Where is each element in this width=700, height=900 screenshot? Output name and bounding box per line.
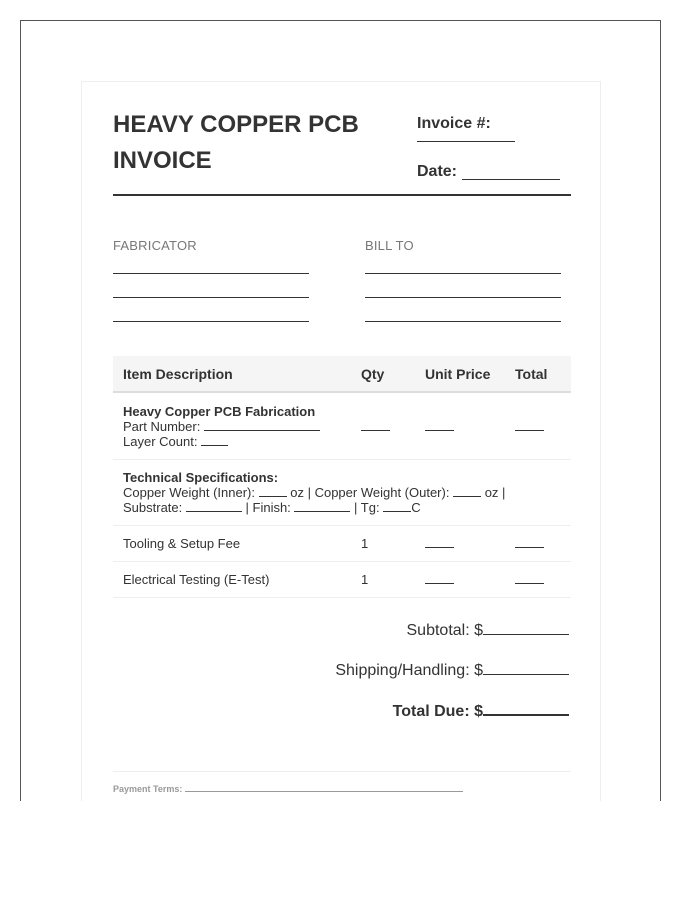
finish-label: | Finish: [245,500,291,515]
total-due-line [393,700,569,721]
payment-terms-field[interactable] [185,784,463,792]
bill-to-line-2[interactable] [365,297,561,298]
copper-inner-label: Copper Weight (Inner): [123,485,255,500]
oz-suffix: oz | [484,485,506,500]
col-unit-price: Unit Price [425,366,491,382]
subtotal-label: Subtotal: $ [406,622,483,639]
subtotal-line [407,620,570,640]
shipping-line [335,660,569,680]
fabricator-line-1[interactable] [113,273,309,274]
unit-price-field[interactable] [425,547,454,548]
fabricator-label: FABRICATOR [113,238,197,253]
total-due-label: Total Due: $ [392,703,483,720]
unit-price-field[interactable] [425,583,454,584]
table-row [113,561,571,598]
copper-weight-line [123,485,505,500]
shipping-field[interactable] [483,660,569,675]
unit-price-field[interactable] [425,430,454,431]
bill-to-line-3[interactable] [365,321,561,322]
material-line [123,500,421,515]
tg-label: | Tg: [354,500,380,515]
col-item-description: Item Description [123,366,233,382]
layer-count-field[interactable] [201,435,228,446]
qty-value: 1 [361,536,369,551]
item-description: Electrical Testing (E-Test) [123,572,270,587]
total-field[interactable] [515,547,544,548]
item-description: Heavy Copper PCB Fabrication [123,404,316,419]
copper-outer-label: oz | Copper Weight (Outer): [290,485,450,500]
items-table-header [113,356,571,393]
part-number-line [123,419,320,434]
date-field[interactable] [462,179,560,180]
subtotal-field[interactable] [483,620,569,635]
invoice-page [81,81,601,801]
document-frame [20,20,661,801]
fabricator-line-3[interactable] [113,321,309,322]
tg-unit: C [411,500,421,515]
invoice-title [113,107,393,179]
part-number-field[interactable] [204,420,320,431]
col-total: Total [515,366,548,382]
table-row [113,393,571,460]
total-due-field[interactable] [483,700,569,716]
layer-count-label: Layer Count: [123,434,198,449]
part-number-label: Part Number: [123,419,201,434]
item-description: Tooling & Setup Fee [123,536,241,551]
qty-field[interactable] [361,430,390,431]
col-qty: Qty [361,366,385,382]
footer-divider [113,771,571,772]
copper-outer-field[interactable] [453,486,481,497]
finish-field[interactable] [294,501,350,512]
copper-inner-field[interactable] [259,486,287,497]
substrate-field[interactable] [186,501,242,512]
table-row [113,459,571,526]
invoice-number-field[interactable] [417,141,515,142]
invoice-number-label: Invoice #: [417,115,491,132]
payment-terms-label: Payment Terms: [113,784,183,794]
table-row [113,525,571,562]
substrate-label: Substrate: [123,500,183,515]
payment-terms [113,784,463,794]
bill-to-label: BILL TO [365,238,414,253]
title-line-2: INVOICE [113,147,212,174]
total-field[interactable] [515,583,544,584]
title-line-1: HEAVY COPPER PCB [113,111,359,138]
date-label: Date: [417,163,458,180]
tg-field[interactable] [383,501,411,512]
header-divider [113,194,571,196]
qty-value: 1 [361,572,369,587]
bill-to-line-1[interactable] [365,273,561,274]
shipping-label: Shipping/Handling: $ [335,662,483,679]
fabricator-line-2[interactable] [113,297,309,298]
item-description: Technical Specifications: [123,470,279,485]
total-field[interactable] [515,430,544,431]
layer-count-line [123,434,228,449]
